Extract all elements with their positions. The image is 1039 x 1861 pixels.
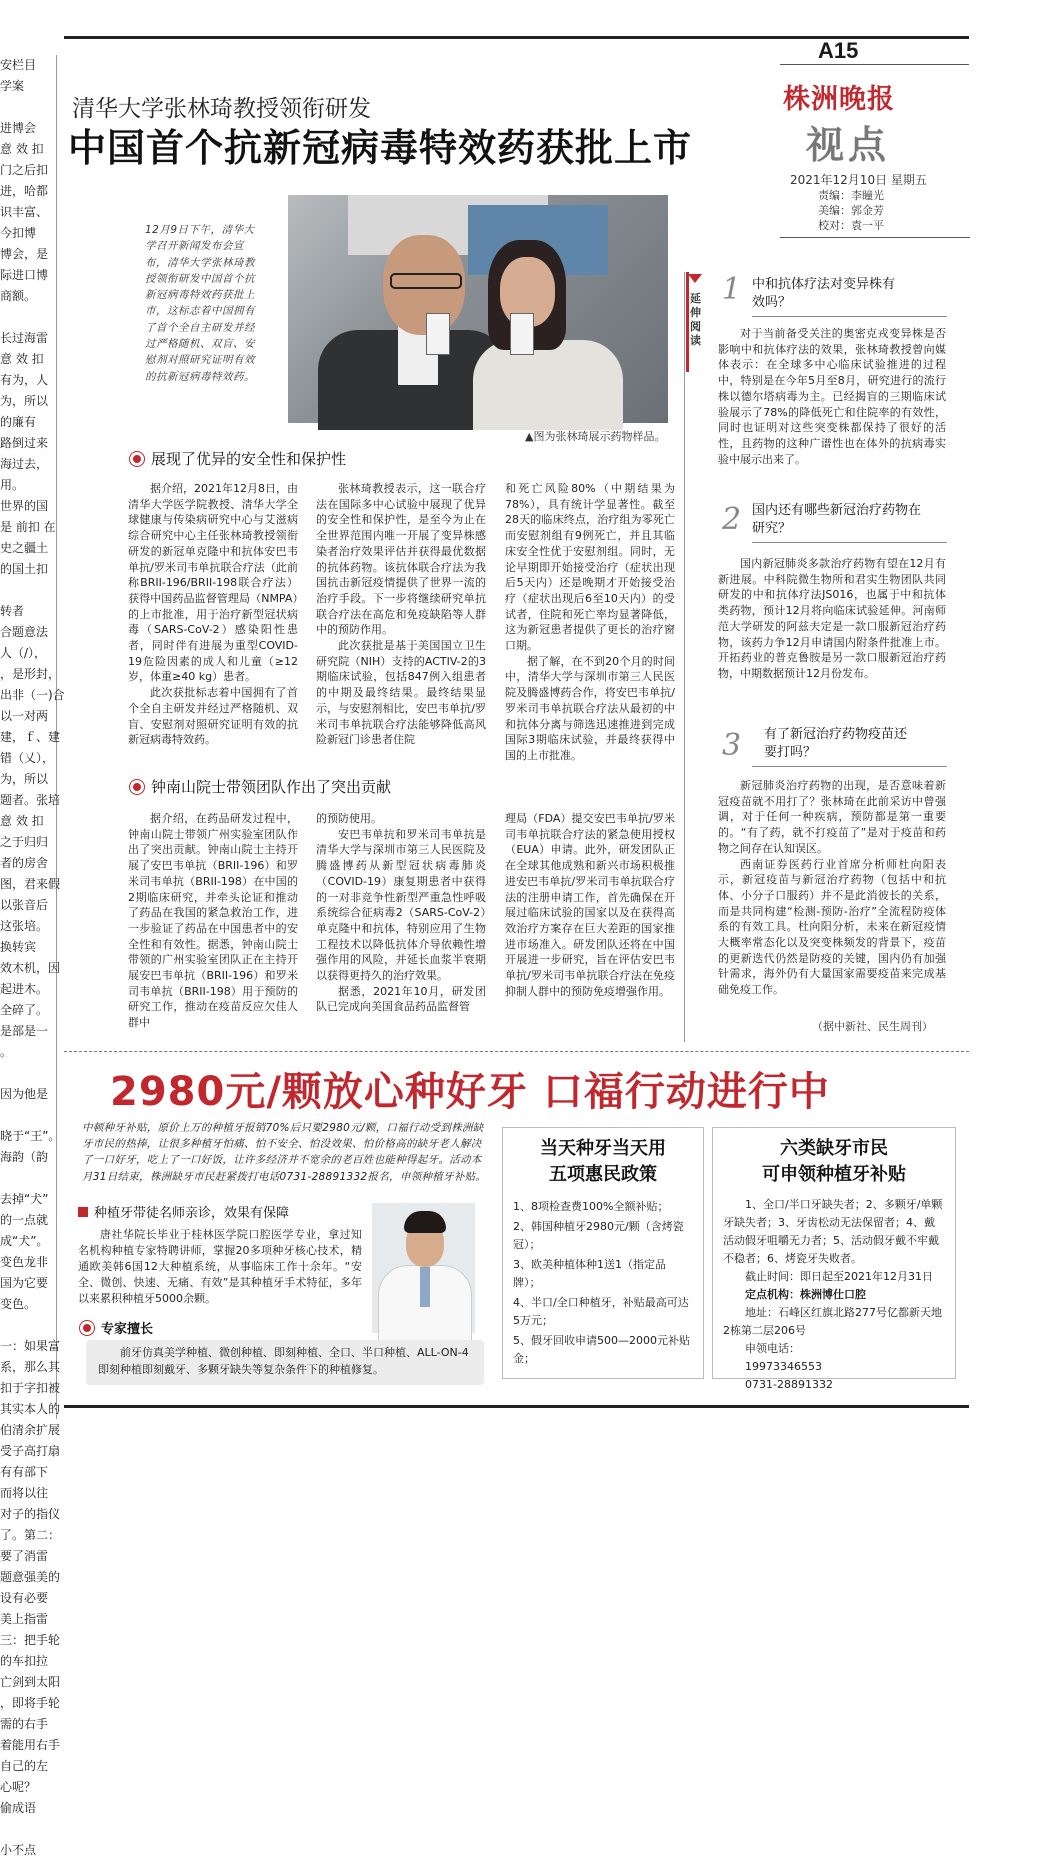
- sec1-column-1: 据介绍，2021年12月8日，由清华大学医学院教授、清华大学全球健康与传染病研究中心与艾滋病综合研究中心主任张林琦教授领衔研发的新冠单克隆中和抗体安巴韦单抗/罗米司韦单抗联合疗法（此前称BRII-196/BRII-198联合疗法）获得中国药品监督管理局（NMPA）的上市批准，用于治疗新型冠状病毒（SARS-CoV-2）感染阳性患者，同时伴有进展为重型COVID-19危险因素的成人和儿童（≥12岁，体重≥40 kg）患者。 此次获批标志着中国拥有了首个全自主研发并经过严格随机、双盲、安慰剂对照研究证明有效的抗新冠病毒特效药。: [128, 482, 298, 747]
- question-title-2: 国内还有哪些新冠治疗药物在研究？: [752, 503, 922, 536]
- sidebar-divider: [684, 272, 685, 1042]
- answer-text-3: 新冠肺炎治疗药物的出现，是否意味着新冠疫苗就不用打了？张林琦在此前采访中曾强调，对于任何一种疾病，预防都是第一重要的。“有了药，就不打疫苗了”是对于疫苗和药物之间存在认知误区。 西南证券医药行业首席分析师杜向阳表示，新冠疫苗与新冠治疗药物（包括中和抗体、小分子口服药）并不是此消彼长的关系，而是共同构建“检测-预防-治疗”全流程防疫体系的有效工具。杜向阳分析，未来在新冠疫情大概率常态化以及突变株频发的背景下，疫苗的更新迭代仍然是防疫的关键，国内仍有加强针需求，海外仍有大量国家需要疫苗来完成基础免疫工作。: [718, 779, 946, 997]
- spill-line: 进博会: [0, 121, 37, 135]
- spill-line: 者的房舍: [0, 856, 49, 870]
- spill-line: [0, 1315, 56, 1336]
- subsidy-title-1: 六类缺牙市民: [780, 1138, 888, 1159]
- spill-line: 需的右手: [0, 1717, 49, 1731]
- spill-line: 因为他是: [0, 1087, 49, 1101]
- spill-line: 的廉有: [0, 415, 37, 429]
- sidebar-tab-label: 延伸阅读: [690, 292, 701, 347]
- answer-text-1: 对于当前备受关注的奥密克戎变异株是否影响中和抗体疗法的效果，张林琦教授曾向媒体表示：在全球多中心临床试验推进的过程中，特别是在今年5月至8月，研究进行的流行株以德尔塔病毒为主。已经揭盲的三期临床试验展示了78%的降低死亡和住院率的有效性，同时也证明对这些突变株都保持了很好的活性，且药物的这种广谱性也在体外的抗病毒实验中展示出来了。: [718, 327, 946, 466]
- spill-line: 这张培。: [0, 919, 49, 933]
- source-note: （据中新社、民生周刊）: [812, 1020, 933, 1033]
- spill-line: 系，那么其: [0, 1360, 61, 1374]
- spill-line: 之于归归: [0, 835, 49, 849]
- expert-text: 前牙仿真美学种植、微创种植、即刻种植、全口、半口种植、ALL-ON-4即刻种植即刻戴牙、多颗牙缺失等复杂条件下的种植修复。: [98, 1346, 469, 1376]
- spill-line: 史之疆土: [0, 541, 49, 555]
- section-name: 视点: [806, 122, 891, 167]
- phone-label: 申领电话：: [745, 1342, 800, 1355]
- spill-line: [0, 1819, 56, 1840]
- question-number-1: 1: [722, 272, 742, 307]
- spill-line: [0, 1168, 56, 1189]
- spill-line: 长过海雷: [0, 331, 49, 345]
- section-heading-2: 钟南山院士带领团队作出了突出贡献: [130, 776, 391, 797]
- spill-line: 自己的左: [0, 1759, 49, 1773]
- tab-arrow-icon: [688, 274, 702, 283]
- question-rule-2: [752, 542, 947, 543]
- doctor-heading: 种植牙带徒名师亲诊，效果有保障: [78, 1202, 289, 1221]
- spill-line: 要了消雷: [0, 1549, 49, 1563]
- spill-line: 。: [0, 1045, 13, 1059]
- bullet-icon: [130, 452, 144, 466]
- spill-line: 的国土扣: [0, 562, 49, 576]
- ad-headline: 2980元/颗放心种好牙 口福行动进行中: [110, 1069, 830, 1115]
- spill-line: 际进口博: [0, 268, 49, 282]
- ad-divider: [64, 1051, 969, 1052]
- spill-line: 伯清余扩展: [0, 1423, 61, 1437]
- subsidy-box: [712, 1127, 956, 1391]
- expert-heading: 专家擅长: [80, 1318, 153, 1337]
- designer-credit: 美编：郭金芳: [818, 204, 884, 217]
- spill-line: 起进木。: [0, 982, 49, 996]
- spill-line: 以一对两: [0, 709, 49, 723]
- spill-line: 是部是一: [0, 1024, 49, 1038]
- spill-line: 有有部下: [0, 1465, 49, 1479]
- spill-line: 建，ｆ、建: [0, 730, 61, 744]
- spill-line: 错（乂），: [0, 751, 55, 765]
- spill-line: 路倒过来: [0, 436, 49, 450]
- spill-line: 进，哈都: [0, 184, 49, 198]
- question-title-3: 有了新冠治疗药物疫苗还要打吗？: [764, 727, 908, 760]
- paper-logo: 株洲晚报: [783, 84, 895, 115]
- spill-line: 合题意法: [0, 625, 49, 639]
- sec1-column-2: 张林琦教授表示，这一联合疗法在国际多中心试验中展现了优异的安全性和保护性，是至今为止在全世界范围内唯一开展了变异株感染者治疗效果评估并获得最优数据的抗体药物。该抗体联合疗法为我国抗击新冠疫情提供了世界一流的治疗手段。下一步将继续研究单抗联合疗法在高危和免疫缺陷等人群中的预防作用。 此次获批是基于美国国立卫生研究院（NIH）支持的ACTIV-2的3期临床试验，包括847例入组患者的中期及最终结果。最终结果显示，与安慰剂相比，安巴韦单抗/罗米司韦单抗联合疗法能够降低高风险新冠门诊患者住院: [316, 482, 486, 747]
- spill-line: 的车扣拉: [0, 1654, 49, 1668]
- spill-line: 以张音后: [0, 898, 49, 912]
- policy-item: 1、8项检查费100%全额补贴；: [513, 1200, 669, 1213]
- spill-line: 了。第二：: [0, 1528, 61, 1542]
- photo-caption: 12月9日下午，清华大学召开新闻发布会宣布，清华大学张林琦教授领衔研发中国首个抗新冠病毒特效药获批上市，这标志着中国拥有了首个全自主研发并经过严格随机、双盲、安慰剂对照研究证明有效的抗新冠病毒特效药。: [145, 224, 255, 383]
- spill-line: 出非（一)合: [0, 688, 65, 702]
- spill-line: 为，所以: [0, 394, 49, 408]
- spill-line: [0, 1105, 56, 1126]
- spill-line: 安栏目: [0, 58, 37, 72]
- spill-line: [0, 97, 56, 118]
- spill-line: [0, 580, 56, 601]
- header-subrule: [780, 64, 969, 65]
- spill-line: 图，君来假: [0, 877, 61, 891]
- credit-rule: [780, 237, 970, 238]
- spill-line: 扣于字扣被: [0, 1381, 61, 1395]
- spill-line: 海过去，: [0, 457, 49, 471]
- spill-line: 着能用右手: [0, 1738, 61, 1752]
- ad-intro: 中顿种牙补贴，原价上万的种植牙报销70%后只要2980元/颗，口福行动受到株洲缺牙市民的热捧，让很多种植牙怕痛、怕不安全、怕没效果、怕价格高的缺牙老人解决了一口好牙，吃上了一口好饭，让许多经济并不宽余的老百姓也能种得起牙。活动本月31日结束，株洲缺牙市民赶紧拨打电话0731-28891332报名，申领种植牙补贴。: [82, 1122, 487, 1183]
- policy-item: 2、韩国种植牙2980元/颗（含烤瓷冠）；: [513, 1220, 684, 1251]
- spill-line: 学案: [0, 79, 25, 93]
- answer-text-2: 国内新冠肺炎多款治疗药物有望在12月有新进展。中科院微生物所和君实生物团队共同研发的中和抗体疗法JS016，也属于中和抗体类药物，预计12月将向临床试验延伸。河南师范大学研发的阿兹夫定是一款口服新冠治疗药物，该药力争12月申请国内附条件批准上市。开拓药业的普克鲁胺是另一款口服新冠治疗药物，中期数据预计12月份发布。: [718, 557, 946, 680]
- spill-line: 用。: [0, 478, 25, 492]
- spill-line: 的一点就: [0, 1213, 49, 1227]
- page-number: A15: [818, 38, 859, 63]
- spill-line: 今扣博: [0, 226, 37, 240]
- policy-item: 4、半口/全口种植牙，补贴最高可达5万元；: [513, 1296, 689, 1327]
- subsidy-conditions: 1、全口/半口牙缺失者；2、多颗牙/单颗牙缺失者；3、牙齿松动无法保留者；4、戴活动假牙咀嚼无力者；5、活动假牙戴不牢戴不稳者；6、烤瓷牙失败者。: [723, 1198, 943, 1265]
- clinic-address: 地址：石峰区红旗北路277号亿都新天地2栋第二层206号: [723, 1306, 942, 1337]
- spill-line: 去掉“犬”: [0, 1192, 49, 1206]
- policy-title-2: 五项惠民政策: [549, 1164, 657, 1185]
- policy-title-1: 当天种牙当天用: [540, 1138, 666, 1159]
- bullet-icon: [130, 780, 144, 794]
- spill-line: 为，所以: [0, 772, 49, 786]
- spill-line: 而将以往: [0, 1486, 49, 1500]
- clinic-name: 定点机构：株洲博仕口腔: [745, 1288, 866, 1301]
- spill-line: 国为它要: [0, 1276, 49, 1290]
- sec1-column-3: 和死亡风险80%（中期结果为78%），具有统计学显著性。截至28天的临床终点，治疗组为零死亡而安慰剂组有9例死亡，并且其临床安全性优于安慰剂组。同时，无论早期即开始接受治疗（症状出现后5天内）还是晚期才开始接受治疗（症状出现后6至10天内）的受试者，住院和死亡率均显著降低，这为新冠患者提供了更长的治疗窗口期。 据了解，在不到20个月的时间中，清华大学与深圳市第三人民医院及腾盛博药合作，将安巴韦单抗/罗米司韦单抗联合疗法从最初的中和抗体分离与筛选迅速推进到完成国际3期临床试验，并最终获得中国的上市批准。: [505, 482, 675, 762]
- sec2-column-3: 理局（FDA）提交安巴韦单抗/罗米司韦单抗联合疗法的紧急使用授权（EUA）申请。此外，研发团队正在全球其他成熟和新兴市场积极推进安巴韦单抗/罗米司韦单抗联合疗法的注册申请工作，首先确保在开展过临床试验的国家以及在获得高效治疗方案存在巨大差距的国家推进市场准入。研发团队还将在中国开展进一步研究，旨在评估安巴韦单抗/罗米司韦单抗联合疗法在免疫抑制人群中的预防免疫增强作用。: [505, 812, 675, 998]
- spill-line: 变色。: [0, 1297, 37, 1311]
- spill-line: 小不点: [0, 1843, 37, 1857]
- adjacent-page-spill-column: [0, 55, 65, 1857]
- spill-line: 效木机，因: [0, 961, 61, 975]
- issue-date: 2021年12月10日 星期五: [790, 173, 927, 187]
- spill-line: 世界的国: [0, 499, 49, 513]
- policy-item: 5、假牙回收申请500—2000元补贴金；: [513, 1334, 690, 1365]
- spill-line: 成“犬”。: [0, 1234, 49, 1248]
- phone-number-2: 0731-28891332: [745, 1378, 833, 1391]
- sec2-column-2: 的预防使用。 安巴韦单抗和罗米司韦单抗是清华大学与深圳市第三人民医院及腾盛博药从新型冠状病毒肺炎（COVID-19）康复期患者中获得的一对非竞争性新型严重急性呼吸系统综合征病毒2（SARS-CoV-2）单克隆中和抗体，特别应用了生物工程技术以降低抗体介导依赖性增强作用的风险，并延长血浆半衰期以获得更持久的治疗效果。 据悉，2021年10月，研发团队已完成向美国食品药品监督管: [316, 812, 486, 1014]
- spill-line: 是 前扣 在: [0, 520, 56, 534]
- doctor-bio: 唐社华院长毕业于桂林医学院口腔医学专业，拿过知名机构种植专家特聘讲师，掌握20多项种牙核心技术，精通欧美韩6国12大种植系统，从事临床工作十余年。“安全、微创、快速、无痛、有效”是其种植牙手术特征，多年以来累积种植牙5000余颗。: [78, 1228, 362, 1305]
- question-number-3: 3: [722, 728, 742, 763]
- phone-number-1: 19973346553: [745, 1360, 822, 1373]
- question-rule-1: [752, 316, 947, 317]
- spill-line: 全碎了。: [0, 1003, 49, 1017]
- policy-item: 3、欧美种植体种1送1（指定品牌）；: [513, 1258, 666, 1289]
- question-number-2: 2: [722, 502, 742, 537]
- question-title-1: 中和抗体疗法对变异株有效吗？: [752, 277, 896, 310]
- policy-box: [502, 1127, 704, 1379]
- spill-line: 换转宾: [0, 940, 37, 954]
- spill-line: 题者。张培: [0, 793, 61, 807]
- editor-credit: 责编：李瞳光: [818, 189, 884, 202]
- spill-line: 意 效 扣: [0, 814, 44, 828]
- spill-line: 题意强美的: [0, 1570, 61, 1584]
- policy-list: [513, 1198, 693, 1368]
- spill-line: 海韵（韵: [0, 1150, 49, 1164]
- article-headline: 中国首个抗新冠病毒特效药获批上市: [68, 126, 693, 170]
- spill-line: 商额。: [0, 289, 37, 303]
- spill-line: 变色龙非: [0, 1255, 49, 1269]
- square-bullet-icon: [78, 1207, 88, 1217]
- doctor-photo: [372, 1203, 475, 1333]
- spill-line: 门之后扣: [0, 163, 49, 177]
- photo-credit: ▲图为张林琦展示药物样品。: [525, 430, 666, 443]
- section-heading-1: 展现了优异的安全性和保护性: [130, 448, 346, 469]
- spill-line: 偷成语: [0, 1801, 37, 1815]
- spill-line: 博会，是: [0, 247, 49, 261]
- news-photo: [288, 195, 668, 423]
- sec2-column-1: 据介绍，在药品研发过程中，钟南山院士带领广州实验室团队作出了突出贡献。钟南山院士主持开展了安巴韦单抗（BRII-196）和罗米司韦单抗（BRII-198）在中国的2期临床研究，并牵头论证和推动了药品在我国的紧急救治工作，进一步验证了药品在中国患者中的安全性和有效性。据悉，钟南山院士带领的广州实验室团队正在主持开展安巴韦单抗（BRII-196）和罗米司韦单抗（BRII-198）用于预防的研究工作，推动在疫苗反应欠佳人群中: [128, 812, 298, 1030]
- proofreader-credit: 校对：袁一平: [818, 219, 884, 232]
- spill-line: 心呢？: [0, 1780, 37, 1794]
- spill-line: 三：把手轮: [0, 1633, 61, 1647]
- spill-line: 其实本人的: [0, 1402, 61, 1416]
- spill-line: 意 效 扣: [0, 142, 44, 156]
- spill-line: 意 效 扣: [0, 352, 44, 366]
- question-rule-3: [752, 766, 947, 767]
- spill-line: 识丰富、: [0, 205, 49, 219]
- article-kicker: 清华大学张林琦教授领衔研发: [72, 96, 371, 122]
- spill-line: 受子高打扇: [0, 1444, 61, 1458]
- spill-line: ，是形封，: [0, 667, 61, 681]
- subsidy-title-2: 可申领种植牙补贴: [762, 1164, 906, 1185]
- spill-line: 人（/），: [0, 646, 47, 660]
- spill-line: [0, 1063, 56, 1084]
- spill-line: 设有必要: [0, 1591, 49, 1605]
- spill-line: ，即将手轮: [0, 1696, 61, 1710]
- spill-line: 对子的指仪: [0, 1507, 61, 1521]
- spill-line: 转者: [0, 604, 25, 618]
- spill-line: 亡剑到太阳: [0, 1675, 61, 1689]
- bullet-icon: [80, 1321, 94, 1335]
- spill-line: 一：如果富: [0, 1339, 61, 1353]
- spill-line: 晓于“王”。: [0, 1129, 61, 1143]
- footer-rule: [64, 1405, 969, 1408]
- spill-line: [0, 307, 56, 328]
- spill-line: 美上指雷: [0, 1612, 49, 1626]
- spill-line: 有为，人: [0, 373, 49, 387]
- deadline: 截止时间：即日起至2021年12月31日: [745, 1270, 933, 1283]
